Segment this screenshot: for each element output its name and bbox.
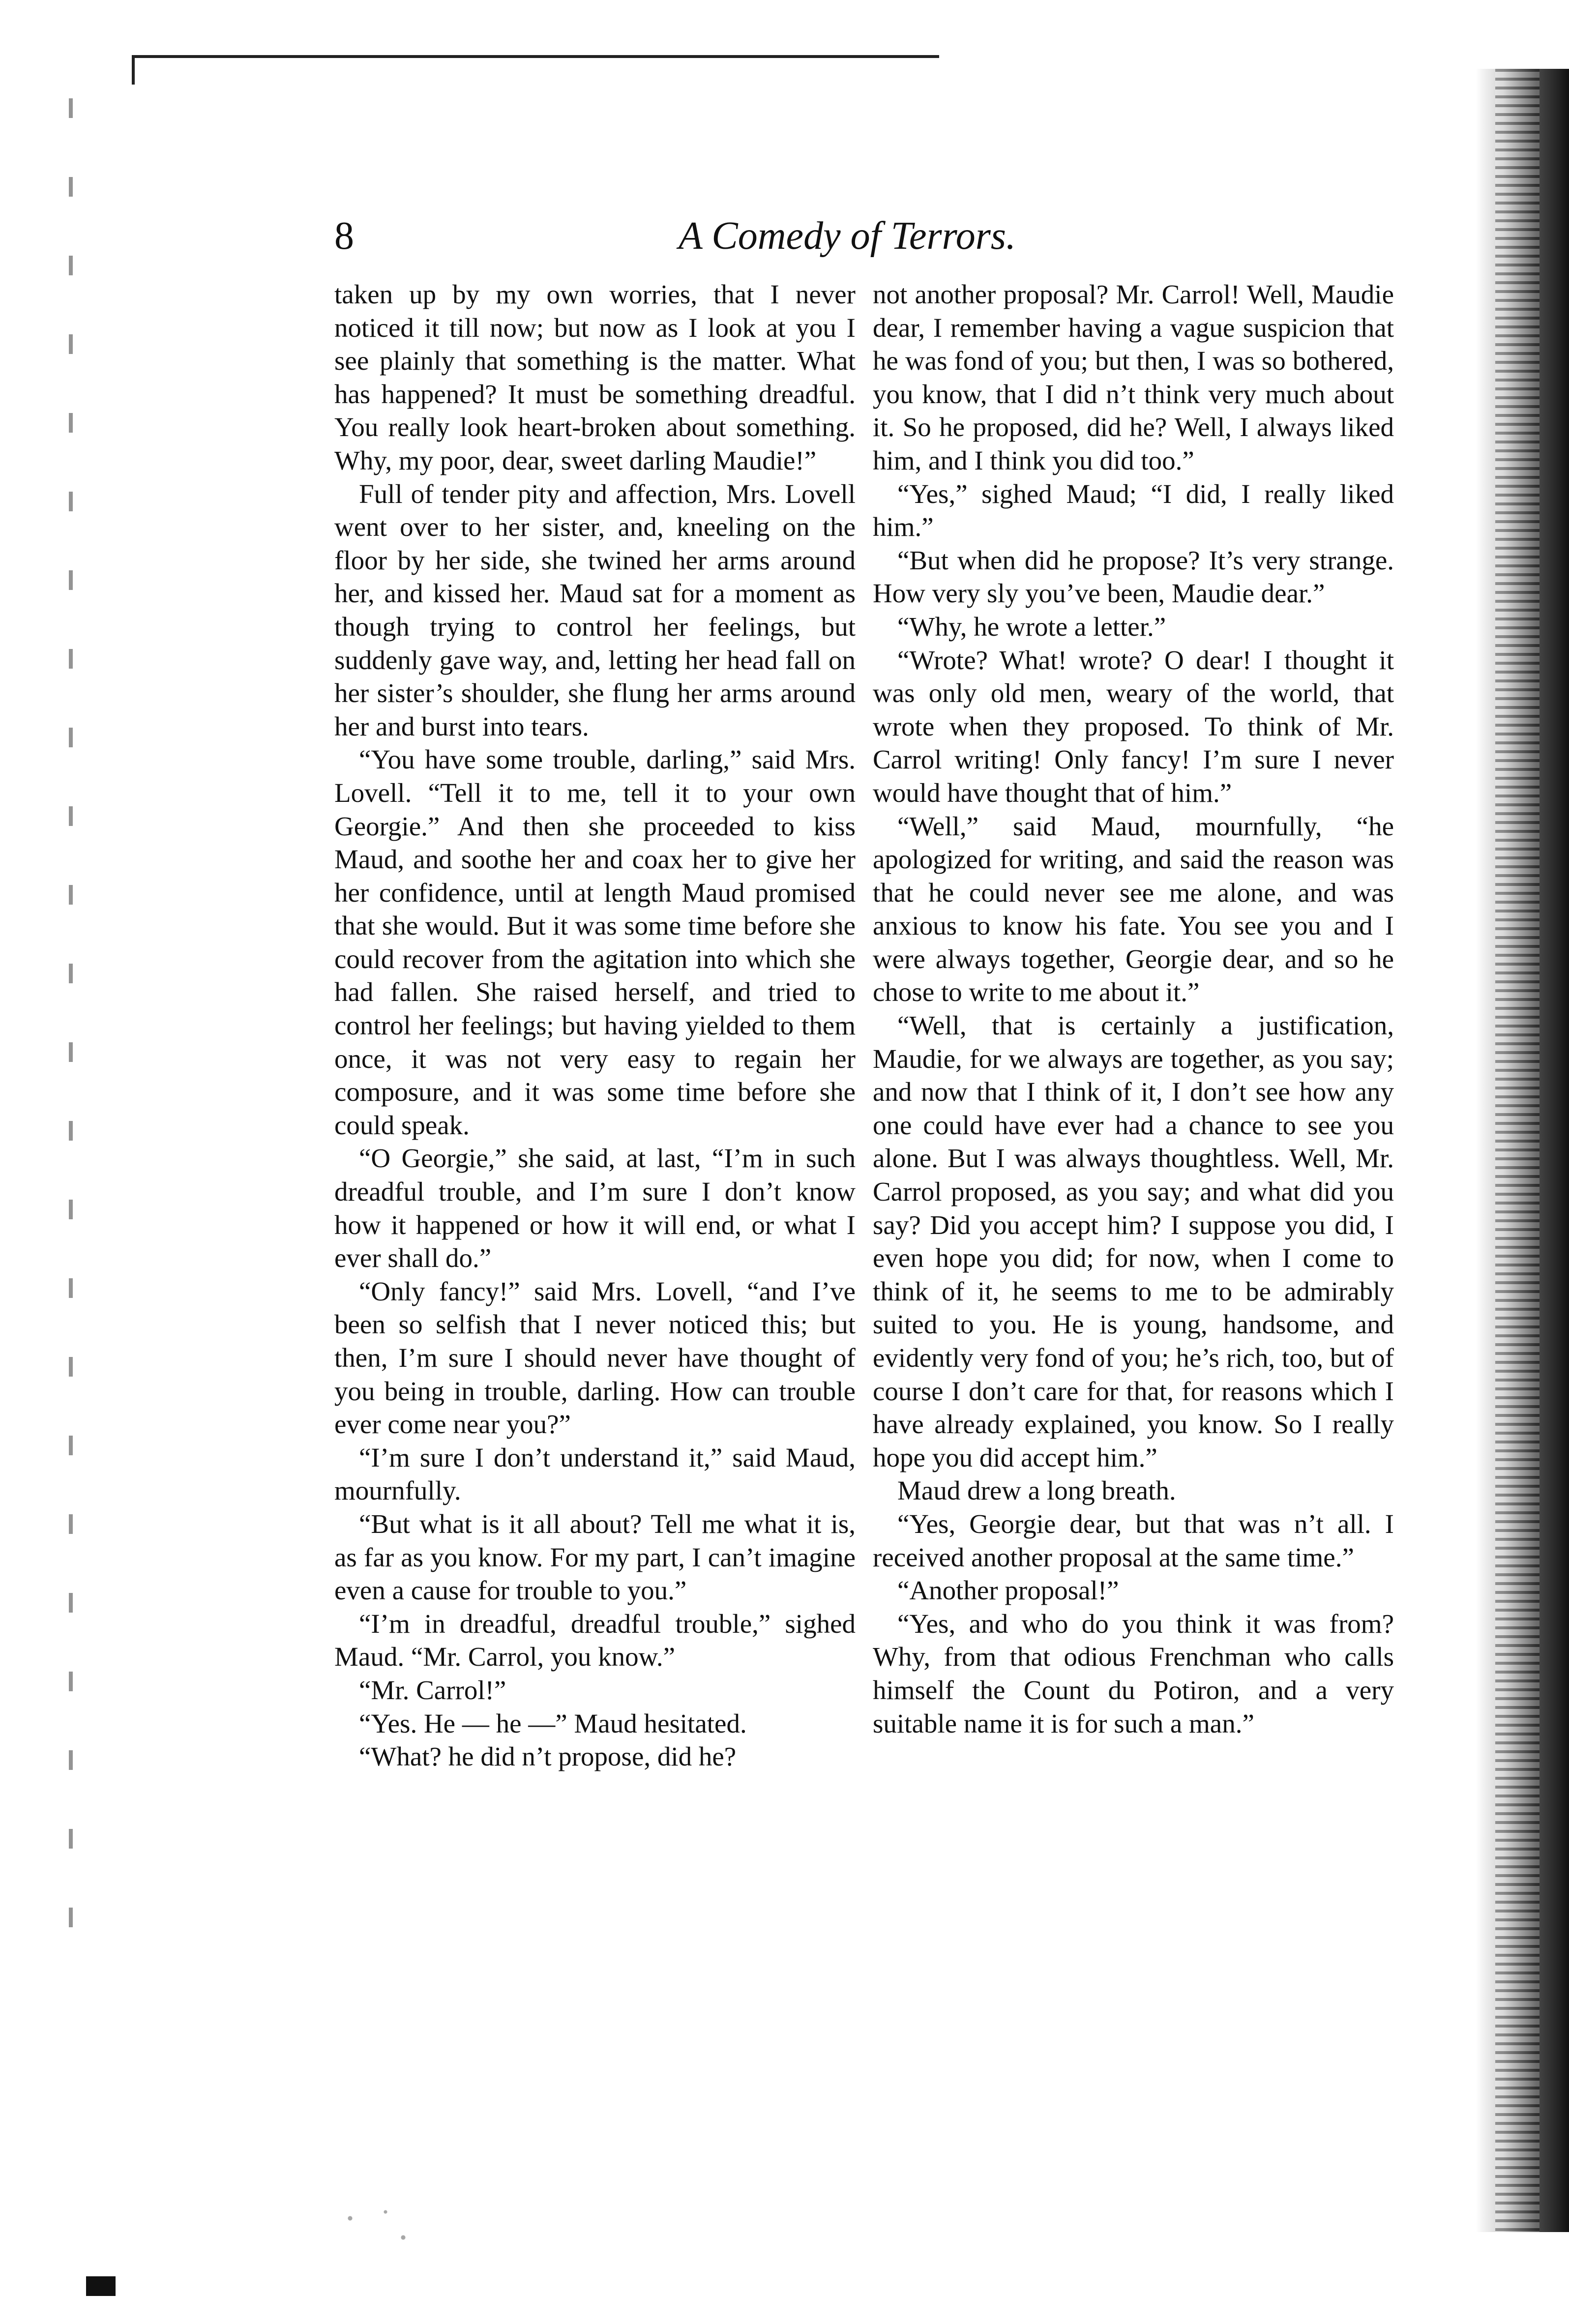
paragraph: taken up by my own worries, that I never noticed it till now; but now as I look at you I see plainly that something is the matter. What has happened? It must be something dreadful. You really look heart-broken about something. Why, my poor, dear, sweet darling Maudie!”: [334, 279, 856, 475]
paragraph: “Well,” said Maud, mournfully, “he apologized for writing, and said the reason was that he could never see me alone, and was anxious to know his fate. You see you and I were always together, Georgie dear, and so he chose to write to me about it.”: [873, 811, 1394, 1007]
paragraph: not another proposal? Mr. Carrol! Well, Maudie dear, I remember having a vague suspicion that he was fond of you; but then, I was so bothered, you know, that I did n’t think very much about it. So he proposed, did he? Well, I always liked him, and I think you did too.”: [873, 279, 1394, 475]
paragraph: “Another proposal!”: [897, 1575, 1119, 1606]
paragraph: “Yes, and who do you think it was from? Why, from that odious Frenchman who calls himself the Count du Potiron, and a very suitable name it is for such a man.”: [873, 1608, 1394, 1738]
paragraph: “Only fancy!” said Mrs. Lovell, “and I’ve been so selfish that I never noticed this; but then, I’m sure I should never have thought of you being in trouble, darling. How can trouble ever come near you?”: [334, 1276, 856, 1440]
paragraph: “I’m in dreadful, dreadful trouble,” sighed Maud. “Mr. Carrol, you know.”: [334, 1608, 856, 1672]
paragraph: Full of tender pity and affection, Mrs. Lovell went over to her sister, and, kneeling on the floor by her side, she twined her arms around her, and kissed her. Maud sat for a moment as though trying to control her feelings, but suddenly gave way, and, letting her head fall on her sister’s shoulder, she flung her arms around her and burst into tears.: [334, 478, 856, 741]
scan-specks: [315, 2193, 433, 2257]
paragraph: “Yes. He — he —” Maud hesitated.: [359, 1708, 747, 1738]
paragraph: “You have some trouble, darling,” said Mrs. Lovell. “Tell it to me, tell it to your own Georgie.” And then she proceeded to kiss Maud, and soothe her and coax her to give her her confidence, until at length Maud promised that she would. But it was some time before she could recover from the agitation into which she had fallen. She raised herself, and tried to control her feelings; but having yielded to them once, it was not very easy to regain her composure, and it was some time before she could speak.: [334, 744, 856, 1140]
left-text-column: [334, 278, 856, 1773]
scan-corner-blot: [86, 2276, 116, 2296]
paragraph: “Mr. Carrol!”: [359, 1675, 506, 1705]
paragraph: Maud drew a long breath.: [897, 1475, 1176, 1506]
paragraph: “Why, he wrote a letter.”: [897, 611, 1166, 642]
paragraph: “Yes, Georgie dear, but that was n’t all. I received another proposal at the same time.”: [873, 1508, 1394, 1572]
paragraph: “Wrote? What! wrote? O dear! I thought it was only old men, weary of the world, that wrote when they proposed. To think of Mr. Carrol writing! Only fancy! I’m sure I never would have thought that of him.”: [873, 645, 1394, 808]
paragraph: “Yes,” sighed Maud; “I did, I really liked him.”: [873, 478, 1394, 542]
right-text-column: [873, 278, 1394, 1740]
running-title: A Comedy of Terrors.: [679, 214, 1016, 258]
paragraph: “I’m sure I don’t understand it,” said Maud, mournfully.: [334, 1442, 856, 1506]
paragraph: “What? he did n’t propose, did he?: [359, 1741, 737, 1772]
scan-border-tick: [132, 55, 135, 85]
paragraph: “Well, that is certainly a justification, Maudie, for we always are together, as you say; and now that I think of it, I don’t see how any one could have ever had a chance to see you alone. But I was always thoughtless. Well, Mr. Carrol proposed, as you say; and what did you say? Did you accept him? I suppose you did, I even hope you did; for now, when I come to think of it, he seems to me to be admirably suited to you. He is young, handsome, and evidently very fond of you; he’s rich, too, but of course I don’t care for that, for reasons which I have already explained, you know. So I really hope you did accept him.”: [873, 1010, 1394, 1472]
book-binding-texture: [1495, 69, 1539, 2232]
page-header: [334, 209, 1101, 263]
paragraph: “But when did he propose? It’s very strange. How very sly you’ve been, Maudie dear.”: [873, 545, 1394, 609]
scan-border-line: [133, 55, 939, 58]
paragraph: “But what is it all about? Tell me what it is, as far as you know. For my part, I can’t imagine even a cause for trouble to you.”: [334, 1508, 856, 1606]
scan-edge-marks: [69, 98, 73, 1967]
paragraph: “O Georgie,” she said, at last, “I’m in such dreadful trouble, and I’m sure I don’t know how it happened or how it will end, or what I ever shall do.”: [334, 1143, 856, 1273]
page-number: 8: [334, 214, 354, 258]
